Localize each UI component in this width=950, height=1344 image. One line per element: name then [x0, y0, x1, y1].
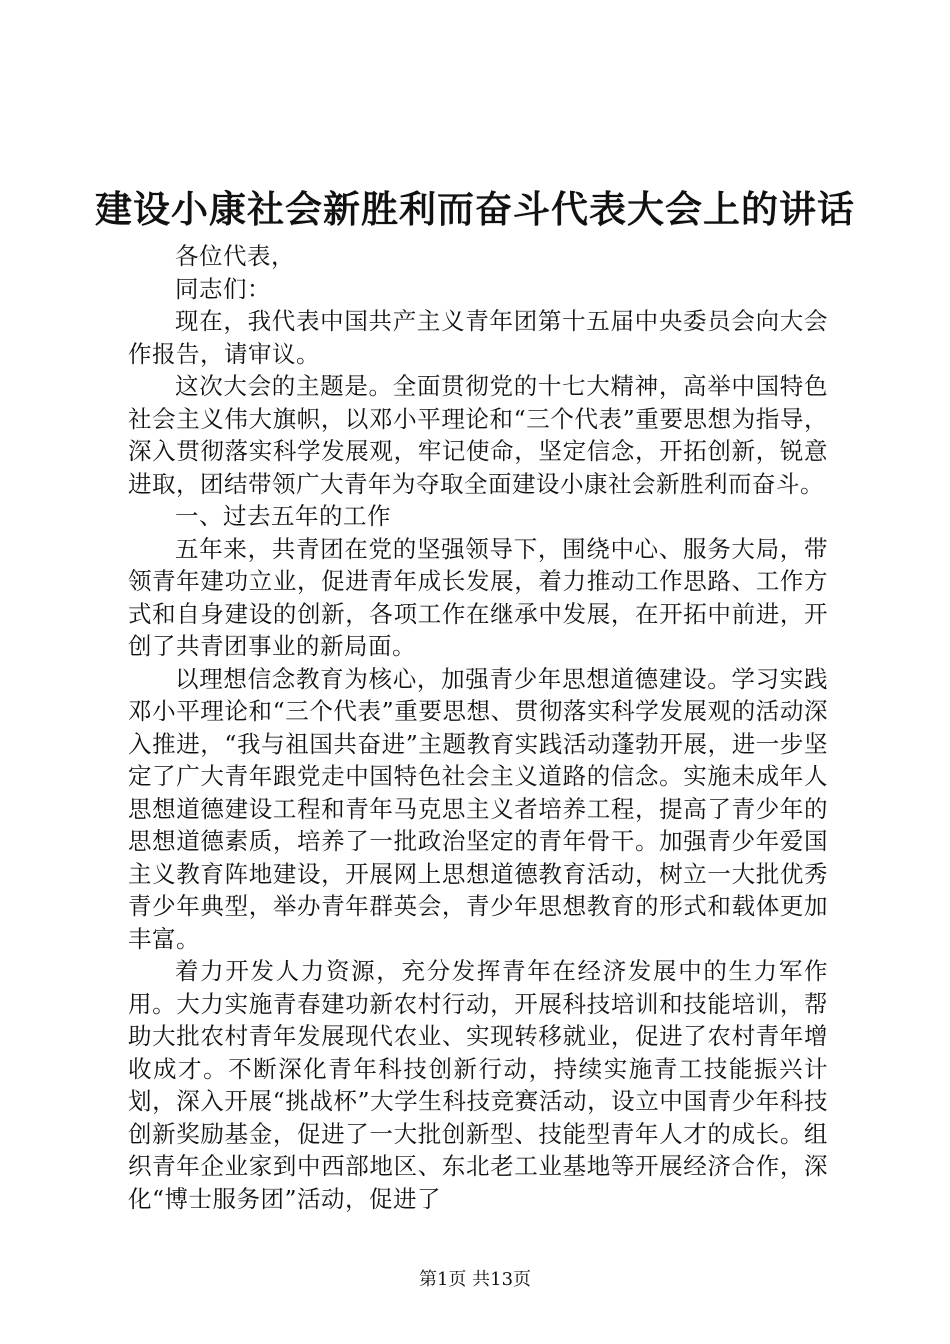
paragraph: 着力开发人力资源，充分发挥青年在经济发展中的生力军作用。大力实施青春建功新农村行动，开展科技培训和技能培训，帮助大批农村青年发展现代农业、实现转移就业，促进了农村青年增收成才。不断深化青年科技创新行动，持续实施青工技能振兴计划，深入开展“挑战杯”大学生科技竞赛活动，设立中国青少年科技创新奖励基金，促进了一大批创新型、技能型青年人才的成长。组织青年企业家到中西部地区、东北老工业基地等开展经济合作，深化“博士服务团”活动，促进了: [128, 957, 828, 1213]
document-title: 建设小康社会新胜利而奋斗代表大会上的讲话: [95, 187, 855, 231]
paragraph-salutation-2: 同志们：: [175, 274, 271, 303]
paragraph: 以理想信念教育为核心，加强青少年思想道德建设。学习实践邓小平理论和“三个代表”重要思想、贯彻落实科学发展观的活动深入推进，“我与祖国共奋进”主题教育实践活动蓬勃开展，进一步坚定了广大青年跟党走中国特色社会主义道路的信念。实施未成年人思想道德建设工程和青年马克思主义者培养工程，提高了青少年的思想道德素质，培养了一批政治坚定的青年骨干。加强青少年爱国主义教育阵地建设，开展网上思想道德教育活动，树立一大批优秀青少年典型，举办青年群英会，青少年思想教育的形式和载体更加丰富。: [128, 664, 828, 953]
document-body: [128, 240, 828, 1215]
paragraph: 现在，我代表中国共产主义青年团第十五届中央委员会向大会作报告，请审议。: [128, 307, 828, 368]
paragraph-salutation-1: 各位代表，: [175, 242, 295, 270]
section-heading: 一、过去五年的工作: [175, 502, 391, 530]
page-footer: [0, 1268, 950, 1292]
page-number: 第1页 共13页: [418, 1269, 532, 1290]
paragraph: 这次大会的主题是。全面贯彻党的十七大精神，高举中国特色社会主义伟大旗帜，以邓小平理论和“三个代表”重要思想为指导，深入贯彻落实科学发展观，牢记使命，坚定信念，开拓创新，锐意进取，团结带领广大青年为夺取全面建设小康社会新胜利而奋斗。: [128, 372, 828, 498]
paragraph: 五年来，共青团在党的坚强领导下，围绕中心、服务大局，带领青年建功立业，促进青年成长发展，着力推动工作思路、工作方式和自身建设的创新，各项工作在继承中发展，在开拓中前进，开创了共青团事业的新局面。: [128, 534, 828, 660]
